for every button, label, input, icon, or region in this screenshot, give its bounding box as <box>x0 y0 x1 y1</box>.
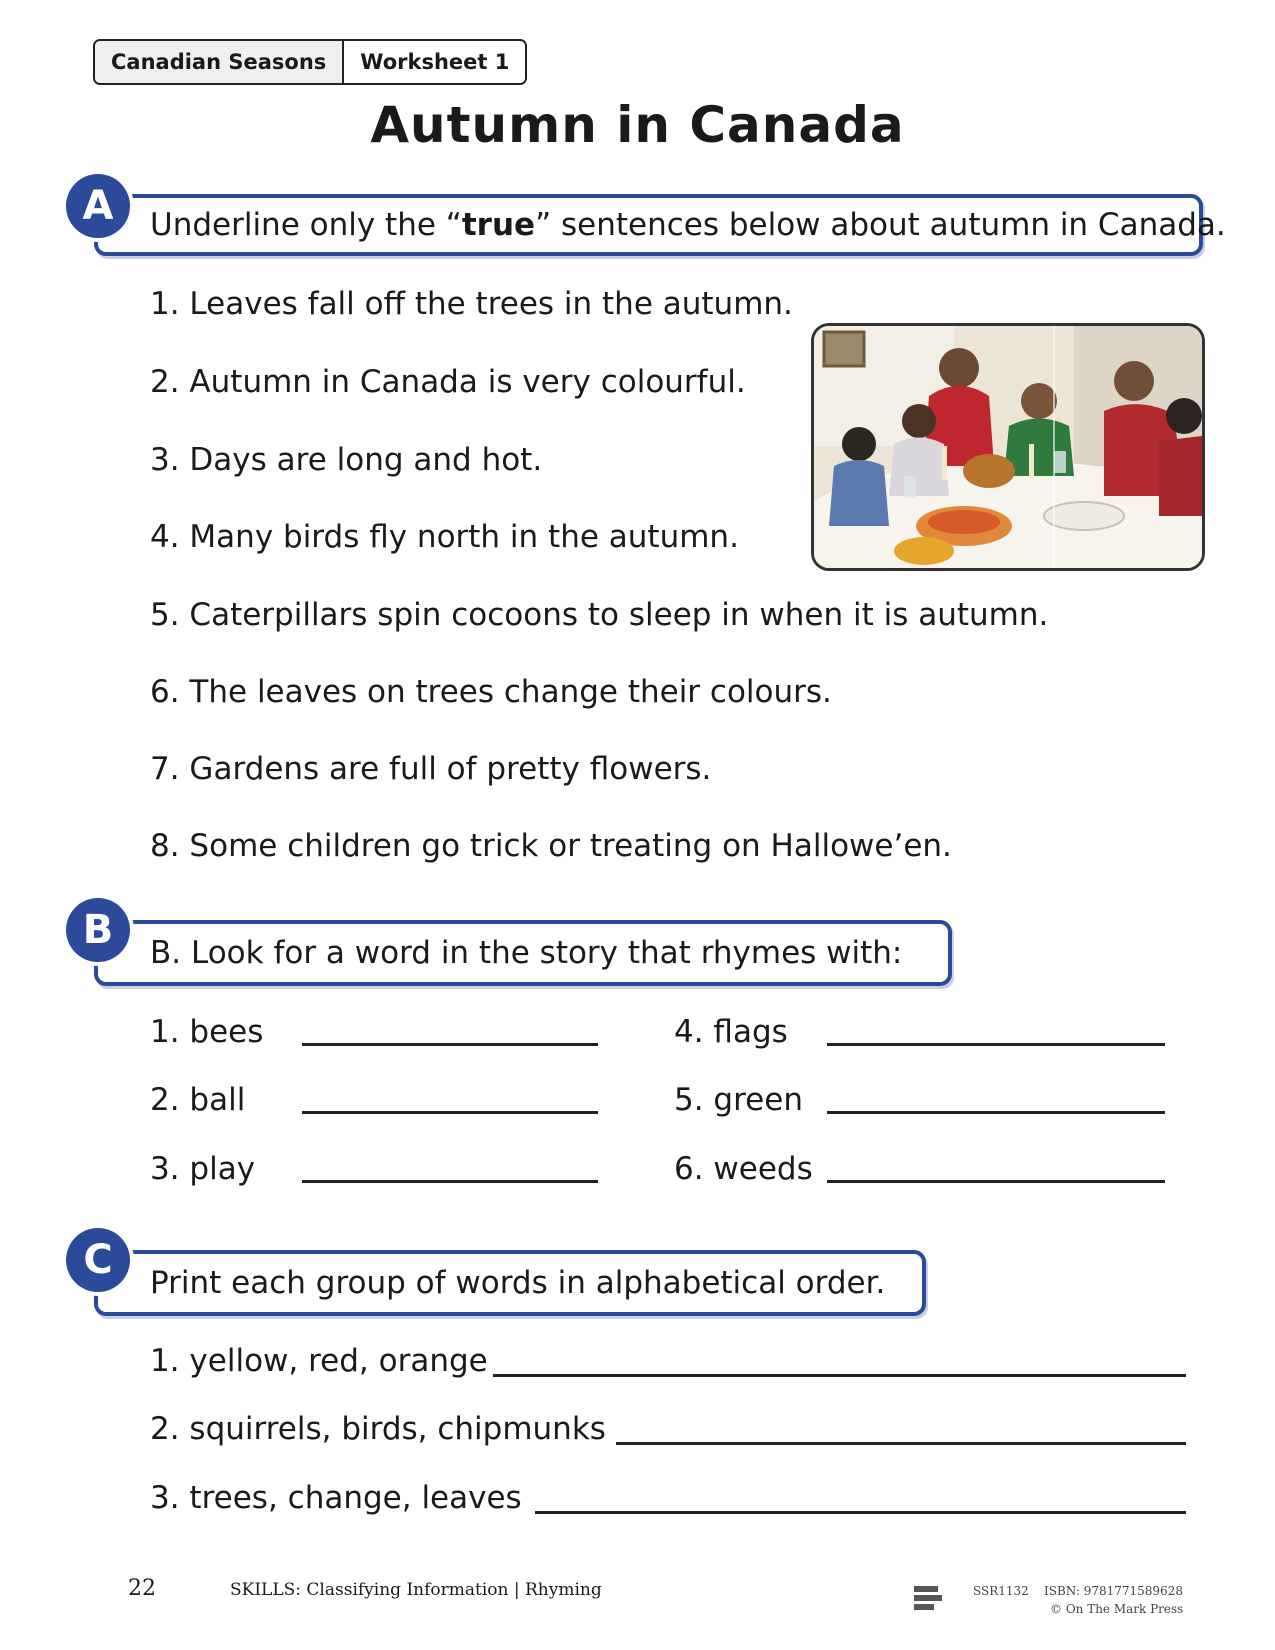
copyright: © On The Mark Press <box>1050 1602 1184 1616</box>
true-false-item: 1. Leaves fall off the trees in the autumn. <box>150 286 793 322</box>
answer-line[interactable] <box>616 1442 1186 1445</box>
family-dinner-photo <box>811 323 1205 571</box>
answer-line[interactable] <box>827 1043 1165 1046</box>
true-false-item: 8. Some children go trick or treating on Hallowe’en. <box>150 828 952 864</box>
publisher-logo-icon <box>912 1584 944 1612</box>
true-emphasis: true <box>461 207 536 243</box>
rhyme-word: 3. play <box>150 1151 256 1187</box>
answer-line[interactable] <box>493 1374 1186 1377</box>
section-a-badge: A <box>66 174 130 238</box>
series-tab: Canadian Seasons <box>95 41 342 83</box>
true-false-item: 7. Gardens are full of pretty flowers. <box>150 751 712 787</box>
page-title: Autumn in Canada <box>370 96 905 154</box>
alphabetical-item: 2. squirrels, birds, chipmunks <box>150 1411 606 1447</box>
product-code: SSR1132 <box>973 1584 1029 1598</box>
answer-line[interactable] <box>535 1511 1186 1514</box>
section-c-banner <box>94 1250 926 1316</box>
skills-label: SKILLS: Classifying Information | Rhyming <box>230 1580 602 1600</box>
rhyme-word: 1. bees <box>150 1014 264 1050</box>
true-false-item: 5. Caterpillars spin cocoons to sleep in when it is autumn. <box>150 597 1049 633</box>
true-false-item: 2. Autumn in Canada is very colourful. <box>150 364 746 400</box>
section-c-instruction: Print each group of words in alphabetical order. <box>150 1265 886 1301</box>
true-false-item: 4. Many birds fly north in the autumn. <box>150 519 739 555</box>
answer-line[interactable] <box>302 1043 598 1046</box>
worksheet-header-tabs <box>93 39 527 85</box>
answer-line[interactable] <box>827 1180 1165 1183</box>
alphabetical-item: 3. trees, change, leaves <box>150 1480 522 1516</box>
page-number: 22 <box>128 1576 156 1601</box>
rhyme-word: 6. weeds <box>674 1151 813 1187</box>
rhyme-word: 5. green <box>674 1082 803 1118</box>
section-a-banner <box>94 194 1226 256</box>
section-b-banner <box>94 920 952 986</box>
worksheet-number-tab: Worksheet 1 <box>342 41 525 83</box>
true-false-item: 3. Days are long and hot. <box>150 442 543 478</box>
section-b-instruction: B. Look for a word in the story that rhymes with: <box>150 935 903 971</box>
answer-line[interactable] <box>302 1111 598 1114</box>
section-a-instruction: Underline only the “true” sentences below about autumn in Canada. <box>150 207 1226 243</box>
answer-line[interactable] <box>302 1180 598 1183</box>
rhyme-word: 4. flags <box>674 1014 788 1050</box>
alphabetical-item: 1. yellow, red, orange <box>150 1343 488 1379</box>
rhyme-word: 2. ball <box>150 1082 246 1118</box>
section-c-badge: C <box>66 1228 130 1292</box>
true-false-item: 6. The leaves on trees change their colours. <box>150 674 832 710</box>
isbn: ISBN: 9781771589628 <box>1044 1584 1183 1598</box>
section-b-badge: B <box>66 898 130 962</box>
answer-line[interactable] <box>827 1111 1165 1114</box>
